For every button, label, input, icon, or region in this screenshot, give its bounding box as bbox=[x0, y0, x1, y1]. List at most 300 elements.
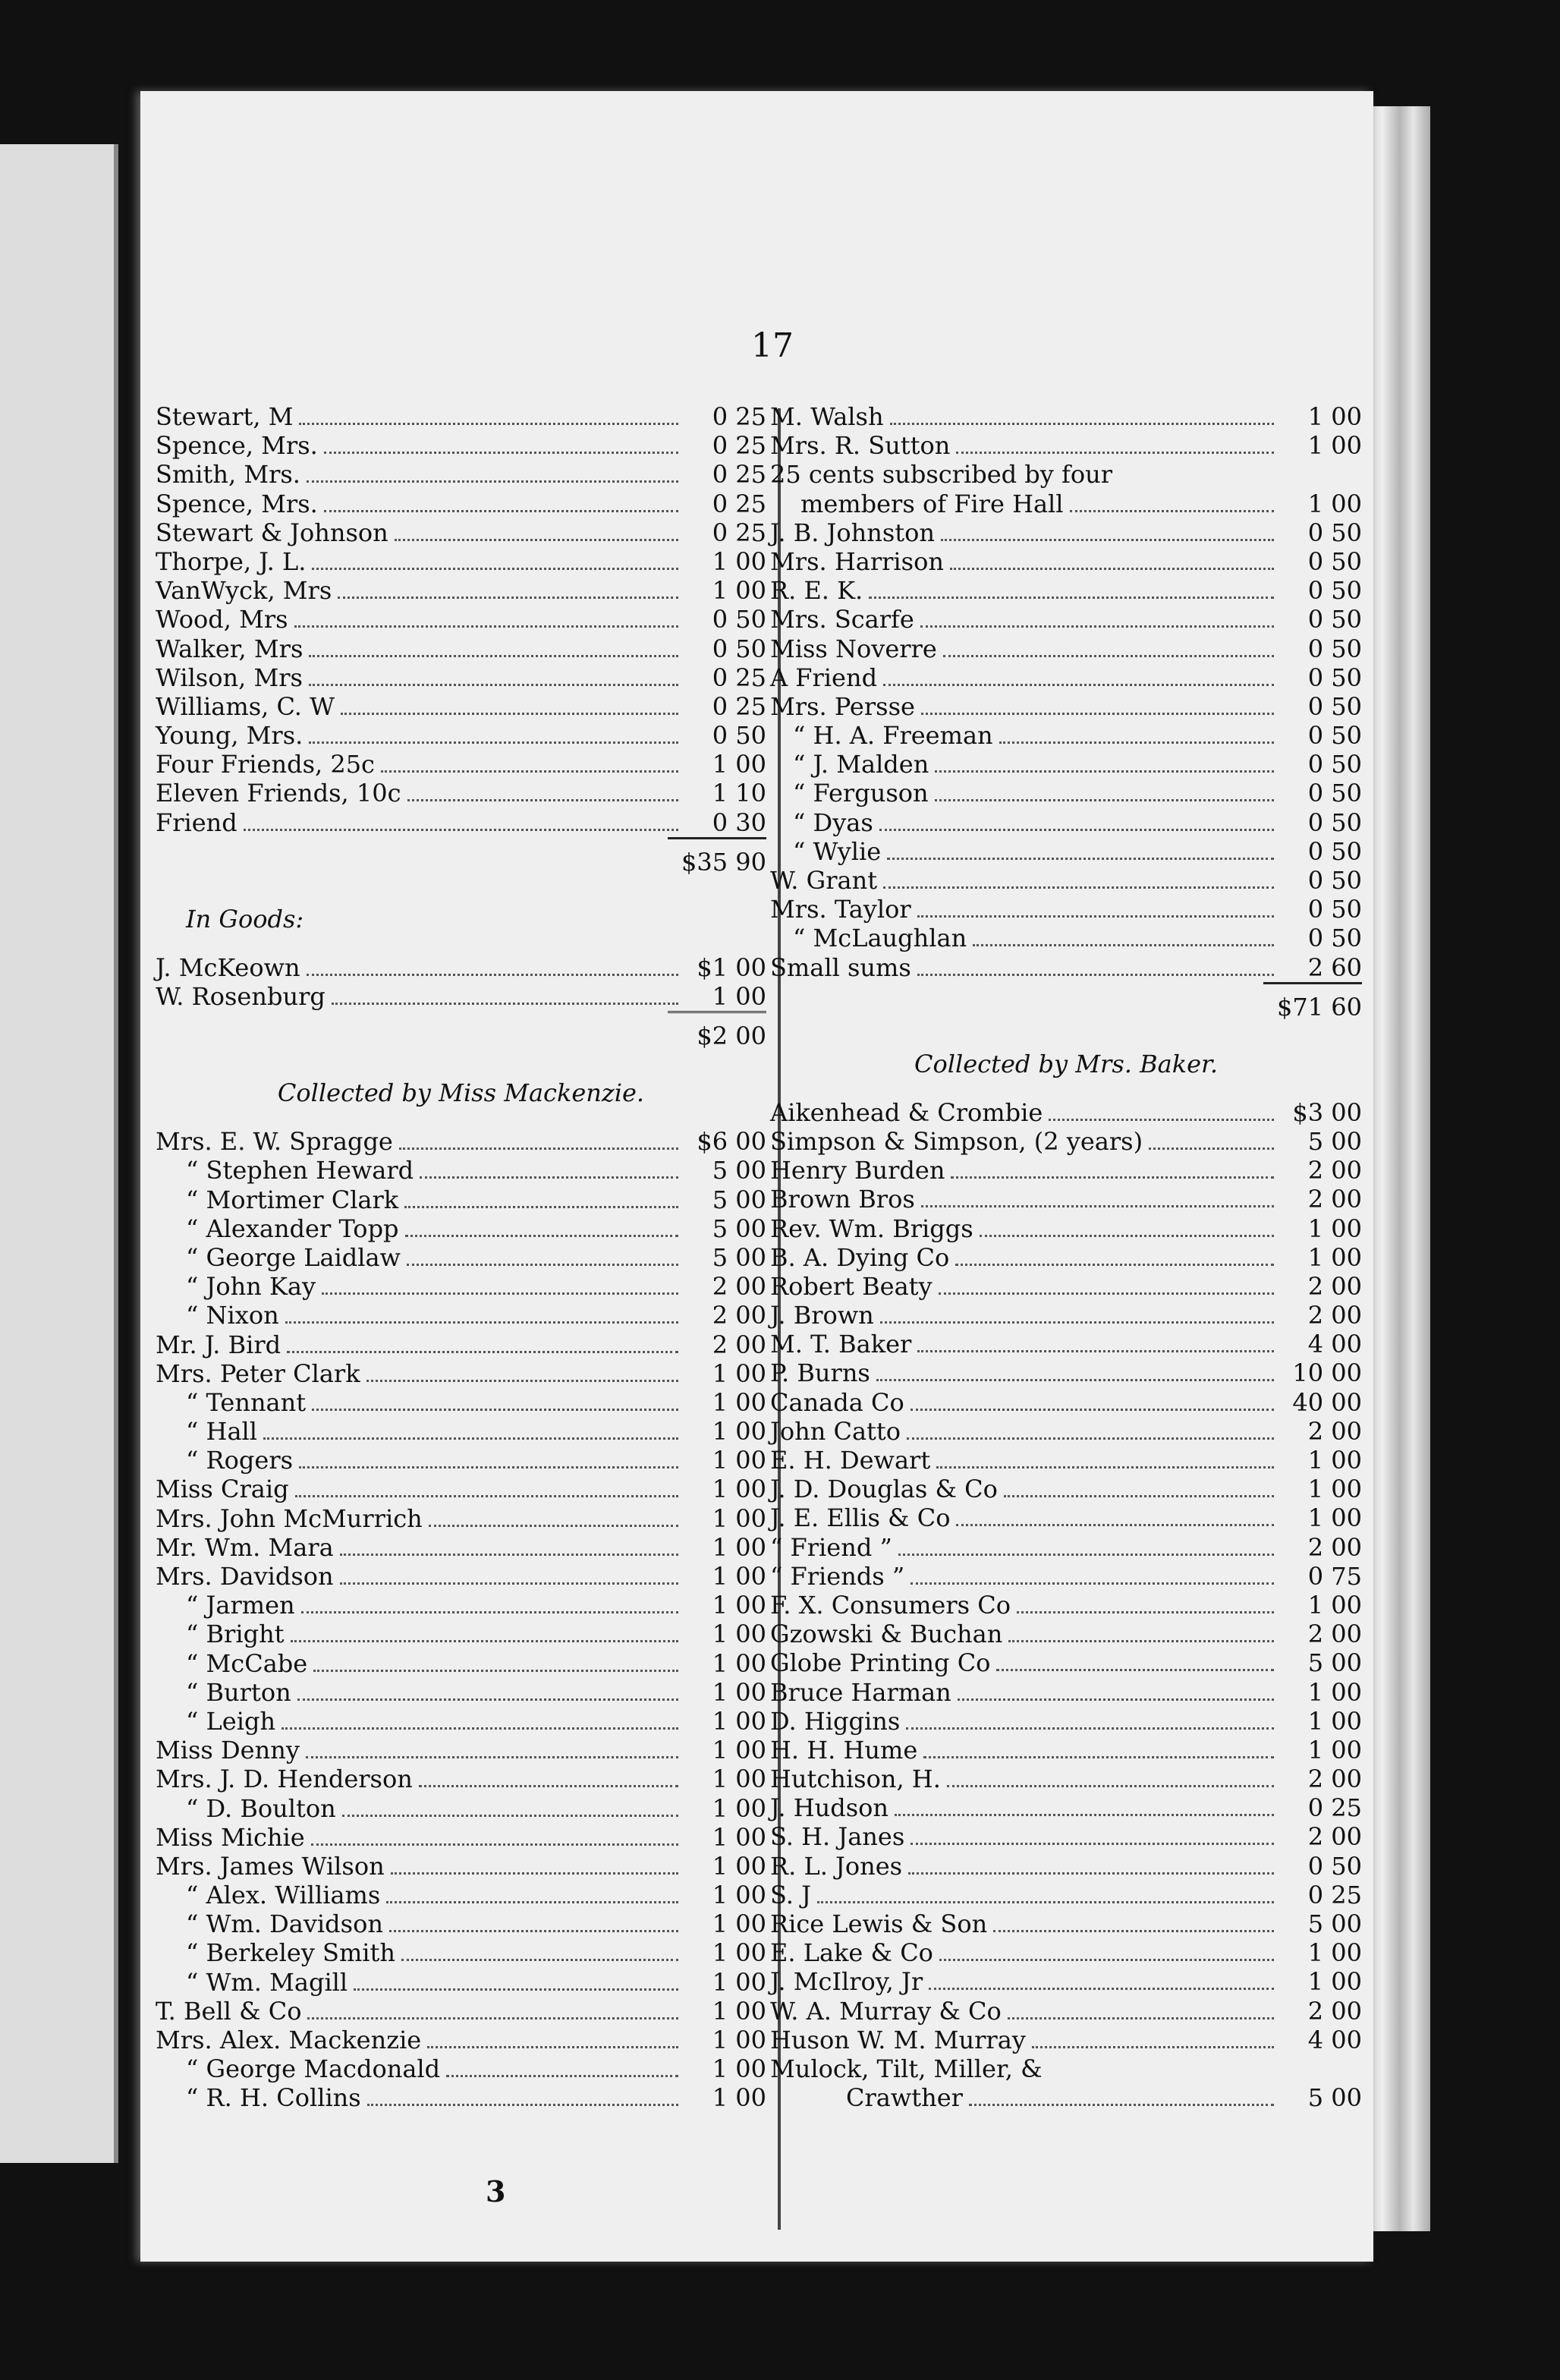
leader-dots bbox=[895, 1814, 1274, 1816]
leader-dots bbox=[869, 597, 1274, 599]
list-item bbox=[770, 1243, 1362, 1272]
entry-name: Gzowski & Buchan bbox=[770, 1620, 1003, 1649]
list-item bbox=[770, 1648, 1362, 1677]
entry-name: Mr. Wm. Mara bbox=[156, 1532, 334, 1562]
list-item bbox=[156, 1156, 766, 1185]
entry-amount: 1 00 bbox=[712, 1358, 766, 1388]
leader-dots bbox=[817, 1901, 1274, 1903]
leader-dots bbox=[939, 1959, 1274, 1961]
entry-amount: 1 00 bbox=[1307, 1735, 1362, 1765]
leader-dots bbox=[1008, 2017, 1274, 2020]
entry-amount: 1 00 bbox=[712, 1793, 766, 1823]
leader-dots bbox=[429, 1525, 678, 1527]
list-item bbox=[770, 431, 1362, 460]
entry-name: Stewart & Johnson bbox=[156, 518, 388, 547]
list-item bbox=[770, 1098, 1362, 1127]
list-item bbox=[156, 402, 766, 431]
leader-dots bbox=[936, 1466, 1274, 1469]
entry-amount: 5 00 bbox=[712, 1185, 766, 1214]
leader-dots bbox=[917, 915, 1274, 918]
entry-amount: 5 00 bbox=[712, 1242, 766, 1272]
leader-dots bbox=[299, 1466, 678, 1469]
list-item bbox=[770, 460, 1362, 489]
entry-amount: 4 00 bbox=[1307, 1330, 1362, 1359]
entry-amount: 0 50 bbox=[1307, 518, 1362, 547]
list-item bbox=[770, 1822, 1362, 1851]
list-item bbox=[770, 721, 1362, 750]
entry-name: “ Hall bbox=[186, 1417, 257, 1447]
list-item bbox=[770, 1214, 1362, 1243]
entry-name: “ Mortimer Clark bbox=[186, 1185, 399, 1214]
entry-amount: 2 00 bbox=[1307, 1996, 1362, 2026]
entry-amount: 0 25 bbox=[1307, 1793, 1362, 1823]
goods-total: $2 00 bbox=[668, 1011, 766, 1059]
list-item bbox=[770, 808, 1362, 837]
leader-dots bbox=[907, 1437, 1274, 1440]
entry-name: Mrs. E. W. Spragge bbox=[156, 1127, 393, 1157]
list-item bbox=[156, 1504, 766, 1533]
entry-amount: 1 00 bbox=[712, 1475, 766, 1504]
list-item bbox=[770, 1533, 1362, 1562]
entry-amount: 1 00 bbox=[712, 1909, 766, 1939]
entry-name: Mrs. Taylor bbox=[770, 895, 911, 924]
entry-amount: 0 50 bbox=[1307, 663, 1362, 692]
entry-amount: 1 00 bbox=[1307, 1475, 1362, 1504]
leader-dots bbox=[340, 1582, 678, 1585]
list-item bbox=[156, 750, 766, 779]
leader-dots bbox=[263, 1437, 678, 1440]
leader-dots bbox=[386, 1901, 678, 1903]
list-item bbox=[770, 1562, 1362, 1591]
leader-dots bbox=[367, 2104, 678, 2106]
list-item bbox=[156, 1736, 766, 1765]
right-total: $71 60 bbox=[1263, 982, 1362, 1030]
list-item bbox=[770, 1967, 1362, 1996]
left-total: $35 90 bbox=[668, 837, 766, 885]
entry-name: Mrs. Peter Clark bbox=[156, 1358, 360, 1388]
entry-amount: 1 00 bbox=[712, 1765, 766, 1794]
entry-amount: 1 00 bbox=[712, 1677, 766, 1707]
entry-name: Smith, Mrs. bbox=[156, 460, 300, 490]
list-item bbox=[156, 547, 766, 576]
leader-dots bbox=[301, 1611, 678, 1613]
list-item bbox=[770, 895, 1362, 924]
leader-dots bbox=[996, 1669, 1274, 1671]
entry-amount: 0 50 bbox=[1307, 836, 1362, 866]
leader-dots bbox=[419, 1785, 678, 1787]
entry-amount: 1 00 bbox=[712, 1503, 766, 1533]
signature-mark: 3 bbox=[486, 2174, 506, 2208]
entry-amount: 1 00 bbox=[712, 1967, 766, 1997]
entry-name: Aikenhead & Crombie bbox=[770, 1097, 1043, 1127]
entry-name: Mr. J. Bird bbox=[156, 1330, 281, 1359]
entry-amount: 0 25 bbox=[712, 518, 766, 547]
leader-dots bbox=[287, 1351, 678, 1353]
entry-name: “ Ferguson bbox=[793, 779, 929, 808]
entry-name: “ McLaughlan bbox=[793, 924, 967, 953]
entry-amount: 0 50 bbox=[712, 721, 766, 751]
page-number: 17 bbox=[751, 326, 794, 365]
entry-name: Huson W. M. Murray bbox=[770, 2025, 1026, 2054]
entry-name: “ Alex. Williams bbox=[186, 1881, 381, 1910]
entry-amount: 0 50 bbox=[1307, 808, 1362, 837]
entry-amount: 2 00 bbox=[1307, 1156, 1362, 1185]
leader-dots bbox=[921, 713, 1274, 715]
list-item bbox=[770, 1997, 1362, 2026]
leader-dots bbox=[1017, 1611, 1274, 1613]
entry-amount: 1 00 bbox=[1307, 431, 1362, 461]
list-item bbox=[770, 1388, 1362, 1417]
list-item bbox=[770, 1127, 1362, 1156]
list-item bbox=[156, 1417, 766, 1446]
entry-name: Mrs. Persse bbox=[770, 691, 915, 721]
entry-name: W. A. Murray & Co bbox=[770, 1996, 1002, 2026]
entry-name: J. D. Douglas & Co bbox=[770, 1475, 998, 1504]
entry-amount: 0 25 bbox=[1307, 1880, 1362, 1909]
entry-name: John Catto bbox=[770, 1416, 901, 1446]
leader-dots bbox=[311, 1843, 678, 1846]
entry-name: “ McCabe bbox=[186, 1648, 308, 1678]
list-item bbox=[770, 1330, 1362, 1358]
entry-name: “ Nixon bbox=[186, 1301, 279, 1330]
mackenzie-heading: Collected by Miss Mackenzie. bbox=[277, 1078, 645, 1108]
entry-amount: 1 00 bbox=[712, 2026, 766, 2054]
leader-dots bbox=[405, 1235, 678, 1237]
leader-dots bbox=[309, 655, 678, 657]
entry-name: J. McIlroy, Jr bbox=[770, 1967, 923, 1997]
entry-name: R. L. Jones bbox=[770, 1851, 903, 1881]
leader-dots bbox=[427, 2046, 678, 2048]
entry-name: “ Berkeley Smith bbox=[186, 1938, 395, 1968]
entry-amount: 2 00 bbox=[712, 1301, 766, 1330]
leader-dots bbox=[947, 1785, 1274, 1787]
leader-dots bbox=[1008, 1640, 1274, 1642]
entry-amount: 2 00 bbox=[1307, 1620, 1362, 1649]
leader-dots bbox=[950, 568, 1274, 570]
entry-amount: 5 00 bbox=[1307, 2083, 1362, 2113]
entry-amount: 0 50 bbox=[1307, 721, 1362, 751]
entry-name: J. Hudson bbox=[770, 1793, 889, 1823]
list-item bbox=[156, 1678, 766, 1707]
list-item bbox=[156, 1794, 766, 1823]
leader-dots bbox=[999, 741, 1274, 744]
leader-dots bbox=[395, 539, 678, 541]
leader-dots bbox=[285, 1321, 678, 1324]
leader-dots bbox=[980, 1235, 1274, 1237]
entry-name: “ George Laidlaw bbox=[186, 1242, 401, 1272]
leader-dots bbox=[399, 1148, 678, 1150]
entry-name: Rice Lewis & Son bbox=[770, 1909, 988, 1938]
entry-name: Miss Michie bbox=[156, 1822, 305, 1852]
entry-name: Mrs. Harrison bbox=[770, 546, 944, 576]
left-column bbox=[156, 402, 766, 2113]
entry-amount: 1 00 bbox=[712, 1881, 766, 1910]
entry-amount: 1 00 bbox=[712, 1736, 766, 1765]
entry-amount: 1 00 bbox=[712, 1706, 766, 1736]
entry-name: Walker, Mrs bbox=[156, 634, 304, 663]
entry-amount: 0 50 bbox=[1307, 605, 1362, 634]
list-item bbox=[770, 1475, 1362, 1503]
entry-amount: 1 00 bbox=[1307, 1967, 1362, 1997]
entry-name: Bruce Harman bbox=[770, 1677, 951, 1707]
entry-amount: 1 00 bbox=[1307, 1503, 1362, 1533]
leader-dots bbox=[324, 452, 678, 454]
entry-amount: 0 50 bbox=[1307, 866, 1362, 895]
list-item bbox=[156, 1707, 766, 1736]
entry-name: “ H. A. Freeman bbox=[793, 721, 993, 751]
entry-amount: 1 00 bbox=[712, 1996, 766, 2026]
list-item bbox=[156, 2026, 766, 2054]
list-item bbox=[770, 1793, 1362, 1822]
entry-name: Friend bbox=[156, 808, 237, 837]
list-item bbox=[156, 1359, 766, 1388]
entry-amount: 1 00 bbox=[712, 546, 766, 576]
entry-name: “ Bright bbox=[186, 1620, 285, 1649]
entry-name: Globe Printing Co bbox=[770, 1648, 991, 1678]
list-item bbox=[156, 1968, 766, 1997]
entry-amount: 1 00 bbox=[1307, 1242, 1362, 1272]
list-item bbox=[156, 1475, 766, 1503]
list-item bbox=[156, 1533, 766, 1562]
entry-name: “ R. H. Collins bbox=[186, 2083, 361, 2113]
entry-name: Miss Noverre bbox=[770, 634, 937, 663]
list-item bbox=[770, 634, 1362, 663]
entry-amount: 1 00 bbox=[712, 1387, 766, 1417]
list-item bbox=[770, 2026, 1362, 2054]
facing-page-edge bbox=[0, 144, 118, 2163]
list-item bbox=[156, 1446, 766, 1475]
leader-dots bbox=[309, 684, 678, 686]
list-item bbox=[156, 576, 766, 605]
list-item bbox=[156, 1301, 766, 1330]
entry-name: F. X. Consumers Co bbox=[770, 1590, 1011, 1620]
goods-heading: In Goods: bbox=[186, 904, 304, 933]
leader-dots bbox=[407, 1264, 678, 1266]
list-item bbox=[156, 1330, 766, 1359]
entry-amount: 2 00 bbox=[1307, 1185, 1362, 1214]
entry-name: “ Burton bbox=[186, 1677, 291, 1707]
list-item bbox=[770, 402, 1362, 431]
entry-amount: 1 00 bbox=[1307, 489, 1362, 518]
list-item bbox=[770, 1185, 1362, 1214]
leader-dots bbox=[324, 510, 678, 512]
leader-dots bbox=[876, 1379, 1274, 1381]
entry-name: Hutchison, H. bbox=[770, 1765, 941, 1794]
baker-heading: Collected by Mrs. Baker. bbox=[914, 1049, 1218, 1078]
entry-amount: 1 00 bbox=[1307, 1446, 1362, 1475]
leader-dots bbox=[404, 1206, 678, 1208]
entry-name: “ Leigh bbox=[186, 1706, 276, 1736]
entry-amount: $6 00 bbox=[697, 1127, 766, 1157]
leader-dots bbox=[341, 713, 678, 715]
goods-list bbox=[156, 953, 766, 1011]
leader-dots bbox=[883, 886, 1274, 889]
leader-dots bbox=[956, 452, 1274, 454]
leader-dots bbox=[908, 1872, 1274, 1875]
leader-dots bbox=[446, 2075, 678, 2077]
entry-amount: 1 00 bbox=[712, 1938, 766, 1968]
leader-dots bbox=[969, 2104, 1274, 2106]
entry-name: “ Dyas bbox=[793, 808, 873, 837]
entry-name: “ Alexander Topp bbox=[186, 1214, 399, 1243]
leader-dots bbox=[993, 1930, 1274, 1932]
entry-name: “ Wm. Davidson bbox=[186, 1909, 383, 1939]
leader-dots bbox=[911, 1409, 1274, 1411]
leader-dots bbox=[1149, 1148, 1274, 1150]
leader-dots bbox=[921, 1205, 1274, 1207]
list-item bbox=[770, 518, 1362, 547]
list-item bbox=[770, 1736, 1362, 1765]
list-item bbox=[156, 460, 766, 489]
entry-amount: 0 50 bbox=[1307, 1851, 1362, 1881]
leader-dots bbox=[887, 858, 1274, 860]
entry-name: Mrs. Scarfe bbox=[770, 605, 914, 634]
entry-name: “ John Kay bbox=[186, 1272, 316, 1302]
entry-amount: 0 50 bbox=[1307, 779, 1362, 808]
entry-name: Young, Mrs. bbox=[156, 721, 304, 751]
baker-list bbox=[770, 1098, 1362, 2113]
entry-amount: 2 00 bbox=[712, 1330, 766, 1359]
leader-dots bbox=[407, 799, 679, 801]
entry-amount: 2 00 bbox=[1307, 1822, 1362, 1852]
list-item bbox=[156, 1591, 766, 1620]
list-item bbox=[156, 1938, 766, 1967]
entry-name: “ J. Malden bbox=[793, 750, 929, 779]
leader-dots bbox=[935, 770, 1274, 773]
list-item bbox=[770, 953, 1362, 982]
entry-amount: 2 00 bbox=[712, 1272, 766, 1302]
leader-dots bbox=[281, 1727, 678, 1730]
list-item bbox=[156, 1185, 766, 1214]
entry-amount: 2 00 bbox=[1307, 1301, 1362, 1330]
entry-name: Miss Denny bbox=[156, 1736, 300, 1765]
list-item bbox=[770, 1358, 1362, 1387]
entry-amount: 2 00 bbox=[1307, 1416, 1362, 1446]
list-item bbox=[770, 1272, 1362, 1301]
entry-amount: 0 50 bbox=[1307, 895, 1362, 924]
entry-amount: 0 25 bbox=[712, 489, 766, 518]
entry-amount: 40 00 bbox=[1292, 1387, 1362, 1417]
list-item bbox=[156, 1881, 766, 1909]
leader-dots bbox=[391, 1872, 678, 1875]
leader-dots bbox=[911, 1582, 1274, 1585]
right-column bbox=[770, 402, 1362, 2112]
leader-dots bbox=[1070, 510, 1274, 512]
list-item bbox=[156, 1214, 766, 1243]
list-item bbox=[156, 1127, 766, 1156]
leader-dots bbox=[929, 1988, 1274, 1990]
entry-amount: 1 00 bbox=[712, 1851, 766, 1881]
entry-amount: $1 00 bbox=[697, 952, 766, 982]
entry-amount: 0 50 bbox=[1307, 546, 1362, 576]
list-item bbox=[156, 1909, 766, 1938]
leader-dots bbox=[322, 1292, 678, 1295]
leader-dots bbox=[340, 1554, 678, 1556]
entry-name: Miss Craig bbox=[156, 1475, 289, 1504]
leader-dots bbox=[306, 1756, 678, 1758]
entry-name: W. Rosenburg bbox=[156, 982, 326, 1011]
entry-name: VanWyck, Mrs bbox=[156, 576, 332, 606]
list-item bbox=[770, 2083, 1362, 2112]
entry-amount: 1 00 bbox=[712, 1446, 766, 1475]
leader-dots bbox=[291, 1640, 678, 1642]
leader-dots bbox=[1004, 1495, 1274, 1497]
leader-dots bbox=[955, 1264, 1274, 1266]
list-item bbox=[156, 779, 766, 808]
leader-dots bbox=[941, 539, 1274, 541]
entry-name: T. Bell & Co bbox=[156, 1996, 302, 2026]
leader-dots bbox=[958, 1698, 1274, 1701]
entry-name: W. Grant bbox=[770, 866, 878, 895]
entry-amount: 1 00 bbox=[1307, 1590, 1362, 1620]
leader-dots bbox=[911, 1843, 1274, 1845]
entry-amount: 4 00 bbox=[1307, 2025, 1362, 2054]
entry-amount: 1 10 bbox=[712, 779, 766, 808]
entry-name: Thorpe, J. L. bbox=[156, 546, 307, 576]
entry-name: Stewart, M bbox=[156, 402, 294, 431]
entry-name: M. Walsh bbox=[770, 402, 884, 431]
leader-dots bbox=[307, 974, 678, 976]
leader-dots bbox=[354, 1988, 678, 1991]
entry-name: B. A. Dying Co bbox=[770, 1242, 950, 1272]
leader-dots bbox=[342, 1815, 678, 1817]
entry-amount: 5 00 bbox=[712, 1214, 766, 1243]
entry-amount: 2 00 bbox=[1307, 1271, 1362, 1301]
entry-name: S. J bbox=[770, 1880, 811, 1909]
list-item bbox=[770, 837, 1362, 866]
leader-dots bbox=[917, 974, 1274, 976]
leader-dots bbox=[923, 1756, 1274, 1758]
list-item bbox=[770, 547, 1362, 576]
entry-amount: 1 00 bbox=[712, 1417, 766, 1447]
entry-amount: 0 50 bbox=[1307, 634, 1362, 663]
leader-dots bbox=[294, 625, 678, 628]
entry-name: Spence, Mrs. bbox=[156, 431, 318, 461]
entry-name: J. McKeown bbox=[156, 952, 300, 982]
mackenzie-list bbox=[156, 1127, 766, 2112]
entry-amount: 1 00 bbox=[712, 1648, 766, 1678]
entry-amount: 0 30 bbox=[712, 808, 766, 837]
entry-amount: 0 50 bbox=[1307, 750, 1362, 779]
list-item bbox=[156, 1997, 766, 2026]
leader-dots bbox=[332, 1003, 678, 1005]
entry-name: M. T. Baker bbox=[770, 1330, 912, 1359]
leader-dots bbox=[951, 1176, 1274, 1179]
book-page bbox=[140, 91, 1373, 2262]
entry-amount: 1 00 bbox=[1307, 1938, 1362, 1968]
leader-dots bbox=[401, 1959, 678, 1961]
list-item bbox=[156, 1649, 766, 1678]
entry-name: Wilson, Mrs bbox=[156, 663, 303, 692]
list-item bbox=[770, 779, 1362, 808]
list-item bbox=[156, 808, 766, 837]
leader-dots bbox=[297, 1698, 678, 1701]
list-item bbox=[156, 1272, 766, 1301]
list-item bbox=[156, 953, 766, 982]
list-item bbox=[156, 431, 766, 460]
leader-dots bbox=[973, 944, 1274, 946]
entry-amount: 1 00 bbox=[712, 1591, 766, 1620]
entry-amount: 5 00 bbox=[1307, 1909, 1362, 1938]
entry-name: Mrs. John McMurrich bbox=[156, 1503, 423, 1533]
entry-name: A Friend bbox=[770, 663, 878, 692]
entry-name: E. H. Dewart bbox=[770, 1446, 931, 1475]
list-item bbox=[156, 518, 766, 547]
leader-dots bbox=[1032, 2046, 1274, 2048]
leader-dots bbox=[939, 1292, 1274, 1295]
leader-dots bbox=[880, 1321, 1274, 1324]
entry-name: Robert Beaty bbox=[770, 1271, 933, 1301]
